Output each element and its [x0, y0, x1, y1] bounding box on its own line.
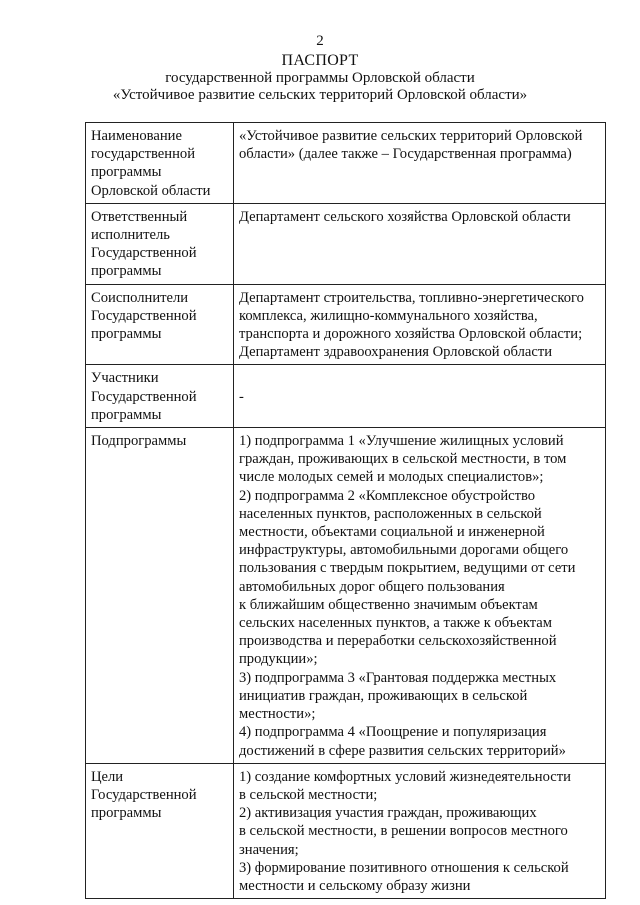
- row-label-cell: [86, 203, 234, 284]
- row-value-line: 3) подпрограмма 3 «Грантовая поддержка местных: [239, 669, 557, 686]
- row-value-line: 4) подпрограмма 4 «Поощрение и популяризация: [239, 724, 547, 741]
- row-value-line: населенных пунктов, расположенных в сельской: [239, 505, 542, 522]
- row-value-line: местности»;: [239, 706, 316, 723]
- row-value-line: местности и сельскому образу жизни: [239, 877, 471, 894]
- row-value-line: достижений в сфере развития сельских территорий»: [239, 742, 566, 759]
- row-label-line: Государственной: [91, 388, 197, 405]
- row-label-line: программы: [91, 406, 162, 423]
- row-value-line: транспорта и дорожного хозяйства Орловской области;: [239, 326, 583, 343]
- row-label-cell: [86, 428, 234, 764]
- row-label-line: программы: [91, 805, 162, 822]
- row-label-line: Соисполнители: [91, 289, 189, 306]
- passport-table-body: [86, 123, 606, 899]
- row-label-line: Наименование: [91, 128, 182, 144]
- row-label-line: Цели: [91, 768, 124, 785]
- row-label-line: Государственной: [91, 307, 197, 324]
- row-label-line: программы: [91, 263, 162, 280]
- table-row: [86, 428, 606, 764]
- row-value-line: 1) создание комфортных условий жизнедеятельности: [239, 768, 571, 785]
- row-label-line: программы: [91, 326, 162, 343]
- row-label-line: Ответственный: [91, 208, 188, 225]
- table-row: [86, 123, 606, 204]
- table-row: [86, 203, 606, 284]
- row-value-line: числе молодых семей и молодых специалистов»;: [239, 469, 544, 486]
- row-label-line: Участники: [91, 370, 159, 387]
- row-value-line: Департамент строительства, топливно-энергетического: [239, 289, 584, 306]
- row-value-line: местности, объектами социальной и инженерной: [239, 524, 545, 541]
- row-value-line: автомобильных дорог общего пользования: [239, 578, 505, 595]
- row-value-line: производства и переработки сельскохозяйственной: [239, 633, 557, 650]
- row-value-line: 3) формирование позитивного отношения к сельской: [239, 859, 569, 876]
- row-value-line: значения;: [239, 841, 299, 858]
- document-subtitle-line-1: государственной программы Орловской области: [165, 69, 475, 86]
- row-value-line: инфраструктуры, автомобильными дорогами общего: [239, 542, 569, 559]
- row-value-line: инициатив граждан, проживающих в сельской: [239, 687, 528, 704]
- row-value-line: в сельской местности, в решении вопросов местного: [239, 823, 568, 840]
- row-value-line: пользования с твердым покрытием, ведущими от сети: [239, 560, 576, 577]
- row-value-line: области» (далее также – Государственная программа): [239, 146, 572, 163]
- document-title: ПАСПОРТ: [281, 52, 359, 69]
- row-value-cell: [234, 428, 606, 764]
- row-label-cell: [86, 365, 234, 428]
- document-header: [0, 52, 640, 105]
- row-value-line: Департамент здравоохранения Орловской области: [239, 344, 553, 361]
- row-value-cell: [234, 284, 606, 365]
- row-label-line: Орловской области: [91, 182, 211, 199]
- row-value-cell: [234, 203, 606, 284]
- row-value-line: к ближайшим общественно значимым объектам: [239, 596, 538, 613]
- row-label-line: программы: [91, 164, 162, 181]
- row-value-line: -: [239, 388, 244, 405]
- document-subtitle-line-2: «Устойчивое развитие сельских территорий Орловской области»: [112, 87, 528, 103]
- passport-table: [85, 122, 606, 899]
- row-value-line: граждан, проживающих в сельской местности, в том: [239, 451, 567, 468]
- row-value-line: «Устойчивое развитие сельских территорий Орловской: [239, 128, 583, 144]
- row-value-line: сельских населенных пунктов, а также к объектам: [239, 615, 552, 632]
- row-label-cell: [86, 763, 234, 898]
- row-label-cell: [86, 284, 234, 365]
- row-label-line: Государственной: [91, 245, 197, 262]
- row-value-cell: [234, 763, 606, 898]
- row-value-line: в сельской местности;: [239, 786, 378, 803]
- table-row: [86, 284, 606, 365]
- row-value-line: 2) подпрограмма 2 «Комплексное обустройство: [239, 487, 536, 504]
- row-label-line: исполнитель: [91, 227, 170, 244]
- row-value-cell: [234, 365, 606, 428]
- page-number: 2: [316, 33, 324, 49]
- row-value-line: продукции»;: [239, 651, 318, 668]
- row-value-cell: [234, 123, 606, 204]
- row-value-line: Департамент сельского хозяйства Орловской области: [239, 208, 571, 225]
- row-label-cell: [86, 123, 234, 204]
- row-value-line: 2) активизация участия граждан, проживающих: [239, 805, 537, 822]
- row-label-line: Подпрограммы: [91, 433, 187, 450]
- table-row: [86, 763, 606, 898]
- row-value-line: [239, 369, 600, 387]
- row-value-line: 1) подпрограмма 1 «Улучшение жилищных условий: [239, 433, 564, 450]
- row-label-line: Государственной: [91, 786, 197, 803]
- row-label-line: государственной: [91, 146, 196, 163]
- row-value-line: комплекса, жилищно-коммунального хозяйства,: [239, 307, 538, 324]
- table-row: [86, 365, 606, 428]
